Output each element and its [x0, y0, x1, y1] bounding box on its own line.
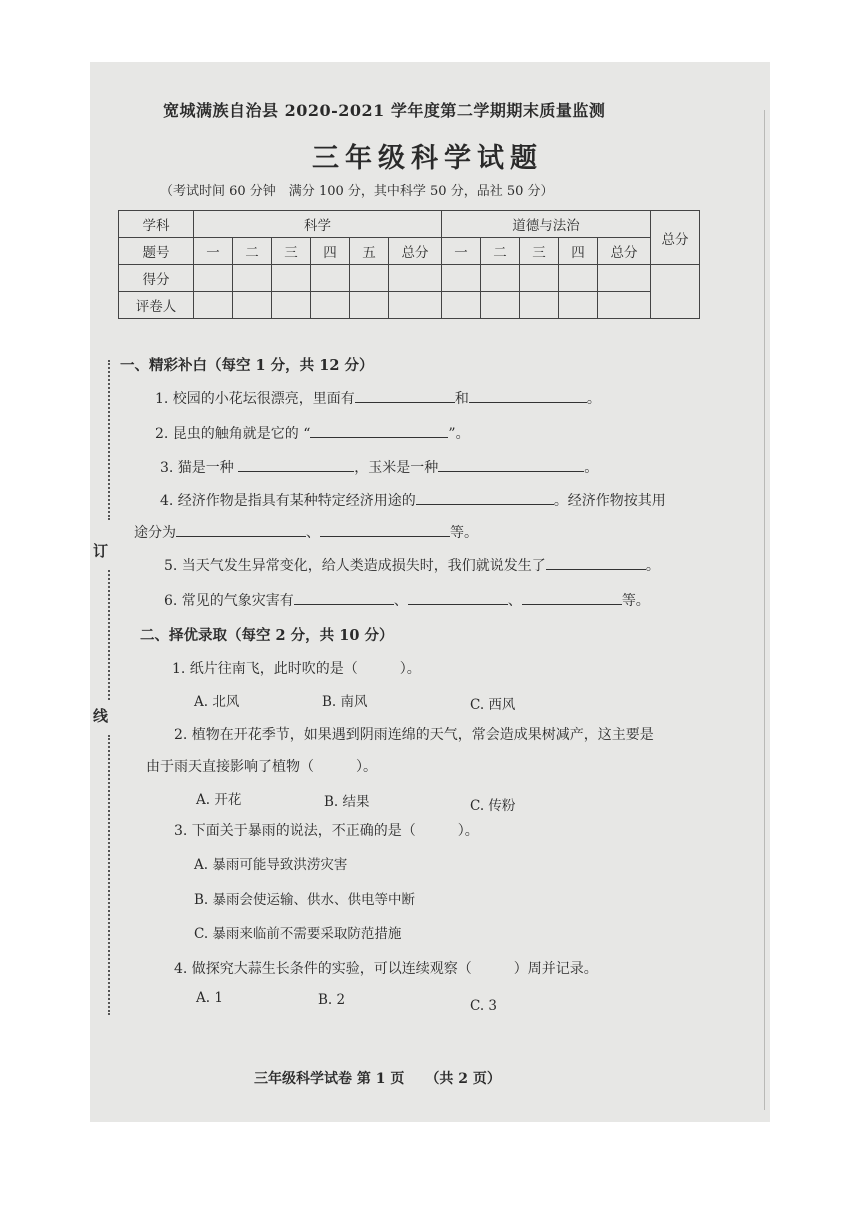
- question-text: 1. 校园的小花坛很漂亮，里面有: [155, 391, 355, 407]
- answer-blank[interactable]: [408, 590, 508, 605]
- question-1-5: [164, 555, 660, 575]
- table-cell[interactable]: [559, 292, 598, 319]
- binding-line: [108, 570, 110, 700]
- answer-blank[interactable]: [469, 388, 587, 403]
- answer-blank[interactable]: [522, 590, 622, 605]
- answer-blank[interactable]: [294, 590, 394, 605]
- option-a[interactable]: A. 北风: [194, 694, 240, 710]
- table-cell[interactable]: [481, 292, 520, 319]
- answer-blank[interactable]: [238, 457, 354, 472]
- table-cell[interactable]: [389, 292, 442, 319]
- question-text: 、: [393, 593, 408, 609]
- table-cell[interactable]: [442, 292, 481, 319]
- question-2-2-cont: 由于雨天直接影响了植物（ ）。: [146, 759, 377, 775]
- table-cell[interactable]: [559, 265, 598, 292]
- table-row: [119, 265, 700, 292]
- table-cell[interactable]: [442, 265, 481, 292]
- table-cell[interactable]: [481, 265, 520, 292]
- question-1-1: [155, 388, 601, 408]
- table-cell[interactable]: [272, 292, 311, 319]
- question-1-4: [160, 490, 666, 510]
- table-cell: 四: [311, 238, 350, 265]
- table-cell: 一: [194, 238, 233, 265]
- section-heading: 二、择优录取（每空 2 分，共 10 分）: [140, 627, 394, 644]
- question-text: 。: [586, 391, 601, 407]
- answer-blank[interactable]: [320, 522, 450, 537]
- answer-blank[interactable]: [310, 423, 448, 438]
- answer-blank[interactable]: [438, 457, 584, 472]
- table-cell: 一: [442, 238, 481, 265]
- table-cell: 三: [520, 238, 559, 265]
- option-a[interactable]: A. 开花: [196, 792, 242, 808]
- answer-blank[interactable]: [546, 555, 646, 570]
- option-b[interactable]: B. 南风: [322, 694, 368, 710]
- question-text: 。: [645, 558, 660, 574]
- table-cell[interactable]: [350, 265, 389, 292]
- table-cell[interactable]: [233, 292, 272, 319]
- table-cell: 道德与法治: [442, 211, 651, 238]
- table-cell: 评卷人: [119, 292, 194, 319]
- question-text: ”。: [448, 426, 470, 442]
- question-text: 2. 昆虫的触角就是它的 “: [155, 426, 311, 442]
- table-cell: 得分: [119, 265, 194, 292]
- table-cell[interactable]: [520, 265, 559, 292]
- option-b[interactable]: B. 2: [318, 992, 346, 1008]
- binding-char: 订: [93, 542, 109, 560]
- table-cell: 学科: [119, 211, 194, 238]
- table-cell[interactable]: [598, 292, 651, 319]
- table-cell: 题号: [119, 238, 194, 265]
- answer-blank[interactable]: [176, 522, 306, 537]
- table-cell: 四: [559, 238, 598, 265]
- binding-char: 线: [93, 707, 109, 725]
- question-text: 3. 猫是一种: [160, 460, 234, 476]
- table-cell[interactable]: [194, 292, 233, 319]
- table-row: [119, 211, 700, 238]
- option-b[interactable]: B. 暴雨会使运输、供水、供电等中断: [194, 892, 416, 908]
- question-text: 。: [584, 460, 599, 476]
- table-cell[interactable]: [350, 292, 389, 319]
- page-footer: 三年级科学试卷 第 1 页 （共 2 页）: [254, 1071, 501, 1087]
- table-cell: 二: [233, 238, 272, 265]
- question-text: 、: [507, 593, 522, 609]
- table-cell: 三: [272, 238, 311, 265]
- table-cell[interactable]: [194, 265, 233, 292]
- table-cell: 总分: [598, 238, 651, 265]
- page-edge: [764, 110, 765, 1110]
- option-c[interactable]: C. 西风: [470, 697, 516, 713]
- table-cell[interactable]: [272, 265, 311, 292]
- table-cell: 科学: [194, 211, 442, 238]
- option-a[interactable]: A. 暴雨可能导致洪涝灾害: [194, 857, 348, 873]
- question-1-3: [160, 457, 598, 477]
- option-a[interactable]: A. 1: [196, 990, 223, 1006]
- table-cell: 二: [481, 238, 520, 265]
- question-2-1: 1. 纸片往南飞，此时吹的是（ ）。: [172, 661, 421, 677]
- question-text: 6. 常见的气象灾害有: [164, 593, 294, 609]
- table-row: [119, 292, 700, 319]
- question-text: 等。: [621, 593, 650, 609]
- exam-header-title: 宽城满族自治县 2020-2021 学年度第二学期期末质量监测: [163, 101, 606, 120]
- question-text: 、: [306, 525, 320, 541]
- exam-subtitle: 三年级科学试题: [312, 143, 543, 174]
- question-text: 和: [454, 391, 469, 407]
- question-1-6: [164, 590, 650, 610]
- question-text: 等。: [450, 525, 478, 541]
- question-text: 5. 当天气发生异常变化，给人类造成损失时，我们就说发生了: [164, 558, 546, 574]
- question-1-4-cont: [134, 522, 478, 542]
- table-cell: 总分: [651, 211, 700, 265]
- table-cell[interactable]: [311, 265, 350, 292]
- table-cell[interactable]: [311, 292, 350, 319]
- option-c[interactable]: C. 暴雨来临前不需要采取防范措施: [194, 926, 402, 942]
- table-cell[interactable]: [651, 265, 700, 319]
- answer-blank[interactable]: [355, 388, 455, 403]
- question-2-4: 4. 做探究大蒜生长条件的实验，可以连续观察（ ）周并记录。: [174, 961, 598, 977]
- score-table: [118, 210, 700, 319]
- table-cell[interactable]: [389, 265, 442, 292]
- question-text: 途分为: [134, 525, 176, 541]
- table-cell[interactable]: [520, 292, 559, 319]
- question-text: 。经济作物按其用: [553, 493, 666, 509]
- binding-line: [108, 360, 110, 520]
- question-text: 4. 经济作物是指具有某种特定经济用途的: [160, 493, 416, 509]
- table-cell: 五: [350, 238, 389, 265]
- question-2-3: 3. 下面关于暴雨的说法，不正确的是（ ）。: [174, 823, 479, 839]
- question-text: ，玉米是一种: [354, 460, 439, 476]
- table-cell: 总分: [389, 238, 442, 265]
- table-cell[interactable]: [233, 265, 272, 292]
- option-c[interactable]: C. 传粉: [470, 798, 516, 814]
- table-cell[interactable]: [598, 265, 651, 292]
- table-row: [119, 238, 700, 265]
- option-b[interactable]: B. 结果: [324, 794, 370, 810]
- exam-info: （考试时间 60 分钟 满分 100 分，其中科学 50 分，品社 50 分）: [160, 184, 554, 199]
- answer-blank[interactable]: [416, 490, 554, 505]
- binding-line: [108, 735, 110, 1015]
- option-c[interactable]: C. 3: [470, 998, 498, 1014]
- section-heading: 一、精彩补白（每空 1 分，共 12 分）: [120, 357, 374, 374]
- question-2-2: 2. 植物在开花季节，如果遇到阴雨连绵的天气，常会造成果树减产，这主要是: [174, 727, 654, 743]
- question-1-2: [155, 423, 470, 443]
